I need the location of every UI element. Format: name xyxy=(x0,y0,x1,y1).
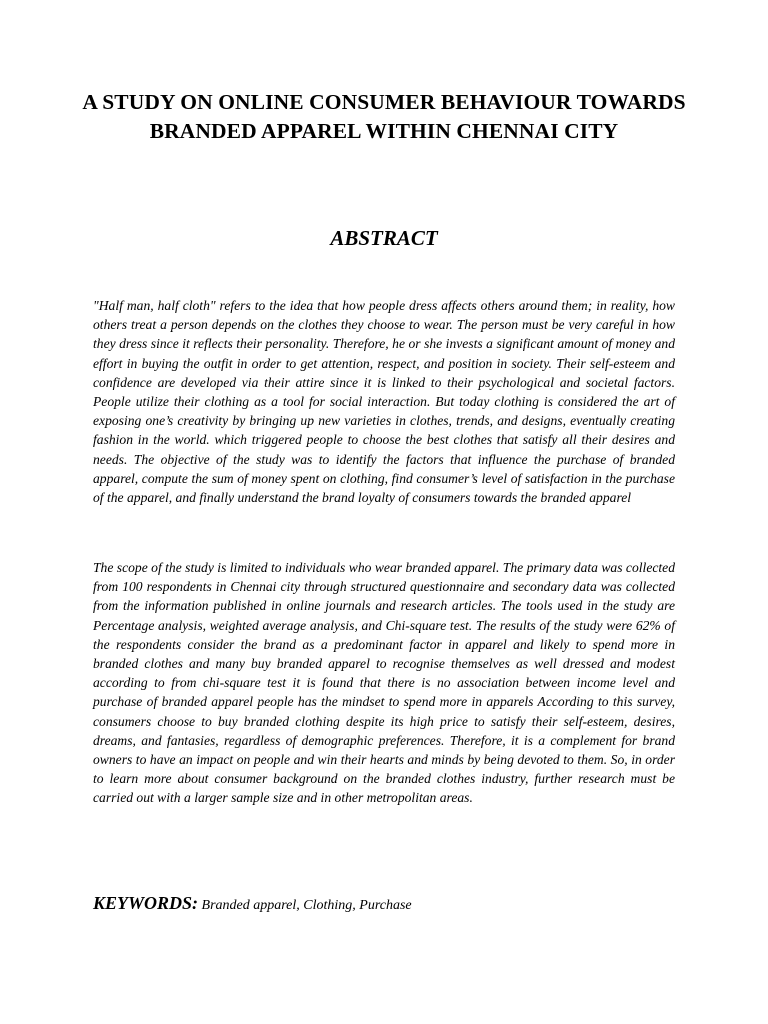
keywords-list: Branded apparel, Clothing, Purchase xyxy=(201,898,412,913)
paper-title: A STUDY ON ONLINE CONSUMER BEHAVIOUR TOWARDS BRANDED APPAREL WITHIN CHENNAI CITY xyxy=(82,90,686,143)
abstract-paragraph: The scope of the study is limited to individuals who wear branded apparel. The primary data was collected from 100 respondents in Chennai city through structured questionnaire and secondary data was collected from the information published in online journals and research articles. The tools used in the study are Percentage analysis, weighted average analysis, and Chi-square test. The results of the study were 62% of the respondents consider the brand as a predominant factor in apparel and likely to spend more in branded clothes and many buy branded apparel to recognise themselves as well dressed and modest according to from chi-square test it is found that there is no association between income level and purchase of branded apparel people has the mindset to spend more in apparels According to this survey, consumers choose to buy branded clothing despite its high price to satisfy their self-esteem, desires, dreams, and fantasies, regardless of demographic preferences. Therefore, it is a complement for brand owners to have an impact on people and win their hearts and minds by being devoted to them. So, in order to learn more about consumer background on the branded clothes industry, further research must be carried out with a larger sample size and in other metropolitan areas. xyxy=(93,560,675,806)
abstract-paragraph: "Half man, half cloth" refers to the idea that how people dress affects others around them; in reality, how others treat a person depends on the clothes they choose to wear. The person must be very careful in how they dress since it reflects their personality. Therefore, he or she invests a significant amount of money and effort in buying the outfit in order to get attention, respect, and position in society. Their self-esteem and confidence are developed via their attire since it is linked to their psychological and societal factors. People utilize their clothing as a tool for social interaction. But today clothing is considered the art of exposing one’s creativity by bringing up new varieties in clothes, trends, and designs, eventually creating fashion in the world. which triggered people to choose the best clothes that satisfy all their desires and needs. The objective of the study was to identify the factors that influence the purchase of branded apparel, compute the sum of money spent on clothing, find consumer’s level of satisfaction in the purchase of the apparel, and finally understand the brand loyalty of consumers towards the branded apparel xyxy=(93,298,675,506)
keywords-line xyxy=(93,891,675,918)
abstract-heading: ABSTRACT xyxy=(330,226,438,250)
keywords-label: KEYWORDS: xyxy=(93,893,199,913)
